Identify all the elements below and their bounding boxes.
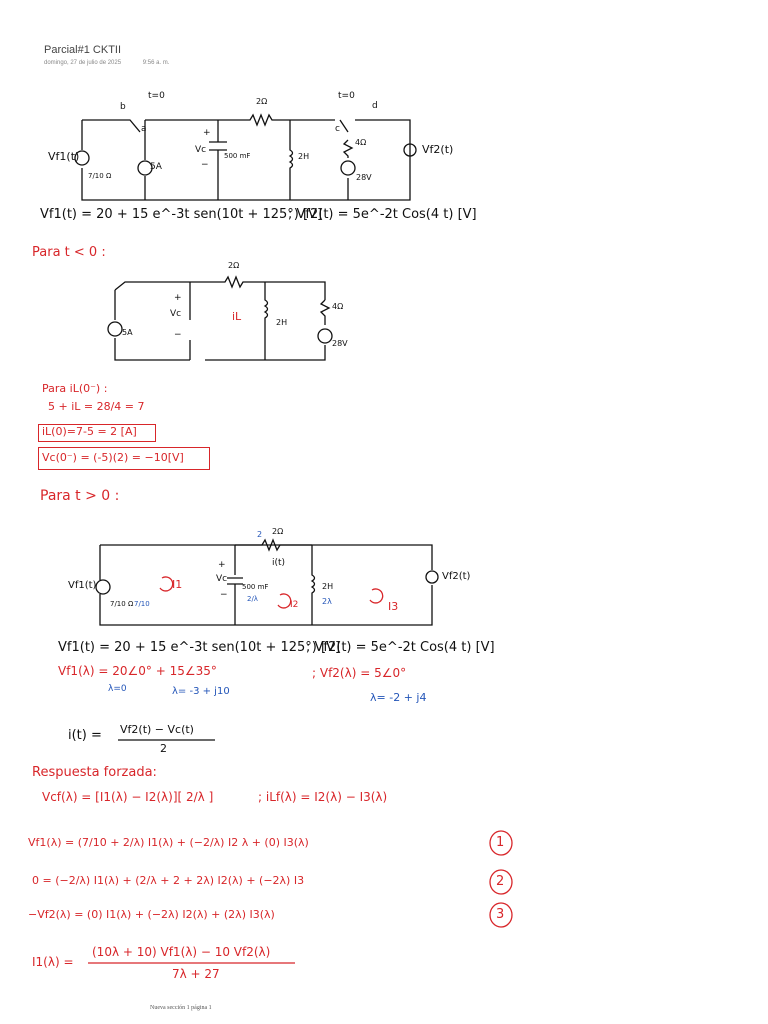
c3-cap: 500 mF xyxy=(242,583,269,591)
c2-r4: 4Ω xyxy=(332,302,344,311)
forced-ilf: ; iLf(λ) = I2(λ) − I3(λ) xyxy=(258,790,388,804)
c3-i2: I2 xyxy=(290,600,299,610)
calc-line-3: Vc(0⁻) = (-5)(2) = −10[V] xyxy=(42,451,184,464)
it-eq-den: 2 xyxy=(160,742,167,755)
it-eq-lhs: i(t) = xyxy=(68,728,102,743)
forced-vcf: Vcf(λ) = [I1(λ) − I2(λ)][ 2/λ ] xyxy=(42,790,214,804)
gt0-eq-vf1: Vf1(t) = 20 + 15 e^-3t sen(10t + 125°) [V] xyxy=(58,640,341,655)
c1-node-b: b xyxy=(120,102,126,112)
forced-eq-1-num: 1 xyxy=(496,835,505,850)
forced-eq-3-num: 3 xyxy=(496,907,505,922)
c2-r2: 2Ω xyxy=(228,261,240,270)
c1-t0-left: t=0 xyxy=(148,91,165,101)
it-eq-num: Vf2(t) − Vc(t) xyxy=(120,723,194,736)
page-footer: Nueva sección 1 página 1 xyxy=(150,1005,212,1011)
c1-r2: 2Ω xyxy=(256,97,268,106)
c1-src5a: 5A xyxy=(150,162,162,172)
c3-vf2: Vf2(t) xyxy=(442,571,471,582)
c1-ind: 2H xyxy=(298,152,310,161)
mesh-arrows xyxy=(160,577,383,608)
c3-i1: I1 xyxy=(172,578,183,591)
c3-cap-blue: 2/λ xyxy=(247,595,258,603)
c3-vf1: Vf1(t) xyxy=(68,580,97,591)
calc-heading: Para iL(0⁻) : xyxy=(42,382,108,395)
i1-denominator: 7λ + 27 xyxy=(172,967,220,981)
c1-node-c: c xyxy=(335,124,340,134)
eq-vf1: Vf1(t) = 20 + 15 e^-3t sen(10t + 125°) [V] xyxy=(40,207,323,222)
c1-node-d: d xyxy=(372,101,378,111)
c1-r710-label: 7/10 Ω xyxy=(88,172,112,180)
circuit-2-diagram xyxy=(108,277,332,360)
c1-t0-right: t=0 xyxy=(338,91,355,101)
phasor-vf1: Vf1(λ) = 20∠0° + 15∠35° xyxy=(58,664,217,678)
c3-ind: 2H xyxy=(322,582,334,591)
c1-node-a: a xyxy=(141,124,147,134)
phasor-vf1-lambda-2: λ= -3 + j10 xyxy=(172,686,230,697)
heading-t-gt-0: Para t > 0 : xyxy=(40,488,120,504)
page-title: Parcial#1 CKTII xyxy=(44,44,122,56)
calc-line-2: iL(0)=7-5 = 2 [A] xyxy=(42,425,137,438)
forced-eq-1: Vf1(λ) = (7/10 + 2/λ) I1(λ) + (−2/λ) I2 λ + (0) I3(λ) xyxy=(28,836,309,849)
gt0-eq-vf2: ; Vf2(t) = 5e^-2t Cos(4 t) [V] xyxy=(306,640,495,655)
c1-vf2: Vf2(t) xyxy=(422,143,454,156)
c3-r2: 2Ω xyxy=(272,527,284,536)
c3-vc-minus: − xyxy=(220,590,228,600)
c1-vc-minus: − xyxy=(201,160,209,170)
c1-cap: 500 mF xyxy=(224,152,251,160)
phasor-vf2: ; Vf2(λ) = 5∠0° xyxy=(312,666,407,680)
eq-vf2: ; Vf2(t) = 5e^-2t Cos(4 t) [V] xyxy=(288,207,477,222)
c1-vc-plus: + xyxy=(203,128,211,138)
c3-it: i(t) xyxy=(272,558,286,568)
phasor-vf2-lambda: λ= -2 + j4 xyxy=(370,691,427,704)
c3-i3: I3 xyxy=(388,600,399,613)
i1-lhs: I1(λ) = xyxy=(32,955,74,969)
c2-il: iL xyxy=(232,310,242,323)
page-date: domingo, 27 de julio de 2025 xyxy=(44,60,122,66)
c3-r710-blue: 7/10 xyxy=(134,600,150,608)
c2-vc-plus: + xyxy=(174,293,182,303)
c3-vc: Vc xyxy=(216,574,228,584)
c1-r4: 4Ω xyxy=(355,138,367,147)
c2-vc: Vc xyxy=(170,309,182,319)
c3-r710: 7/10 Ω xyxy=(110,600,134,608)
c3-ind-blue: 2λ xyxy=(322,597,332,606)
c1-vc: Vc xyxy=(195,145,207,155)
c2-ind: 2H xyxy=(276,318,288,327)
heading-t-lt-0: Para t < 0 : xyxy=(32,245,106,260)
calc-line-1: 5 + iL = 28/4 = 7 xyxy=(48,400,145,413)
forced-eq-3: −Vf2(λ) = (0) I1(λ) + (−2λ) I2(λ) + (2λ) I3(λ) xyxy=(28,908,275,921)
forced-heading: Respuesta forzada: xyxy=(32,765,157,780)
c2-src5a: 5A xyxy=(122,328,133,337)
phasor-vf1-lambda-1: λ=0 xyxy=(108,684,127,694)
i1-numerator: (10λ + 10) Vf1(λ) − 10 Vf2(λ) xyxy=(92,945,271,959)
c3-vc-plus: + xyxy=(218,560,226,570)
c2-vc-minus: − xyxy=(174,330,182,340)
c2-v28: 28V xyxy=(332,339,348,348)
forced-eq-2-num: 2 xyxy=(496,874,505,889)
c1-v28: 28V xyxy=(356,173,372,182)
c1-vf1-label: Vf1(t) xyxy=(48,150,80,163)
forced-eq-2: 0 = (−2/λ) I1(λ) + (2/λ + 2 + 2λ) I2(λ) + (−2λ) I3 xyxy=(32,874,305,887)
page-time: 9:56 a. m. xyxy=(142,60,170,66)
c3-r2-blue: 2 xyxy=(257,530,263,539)
